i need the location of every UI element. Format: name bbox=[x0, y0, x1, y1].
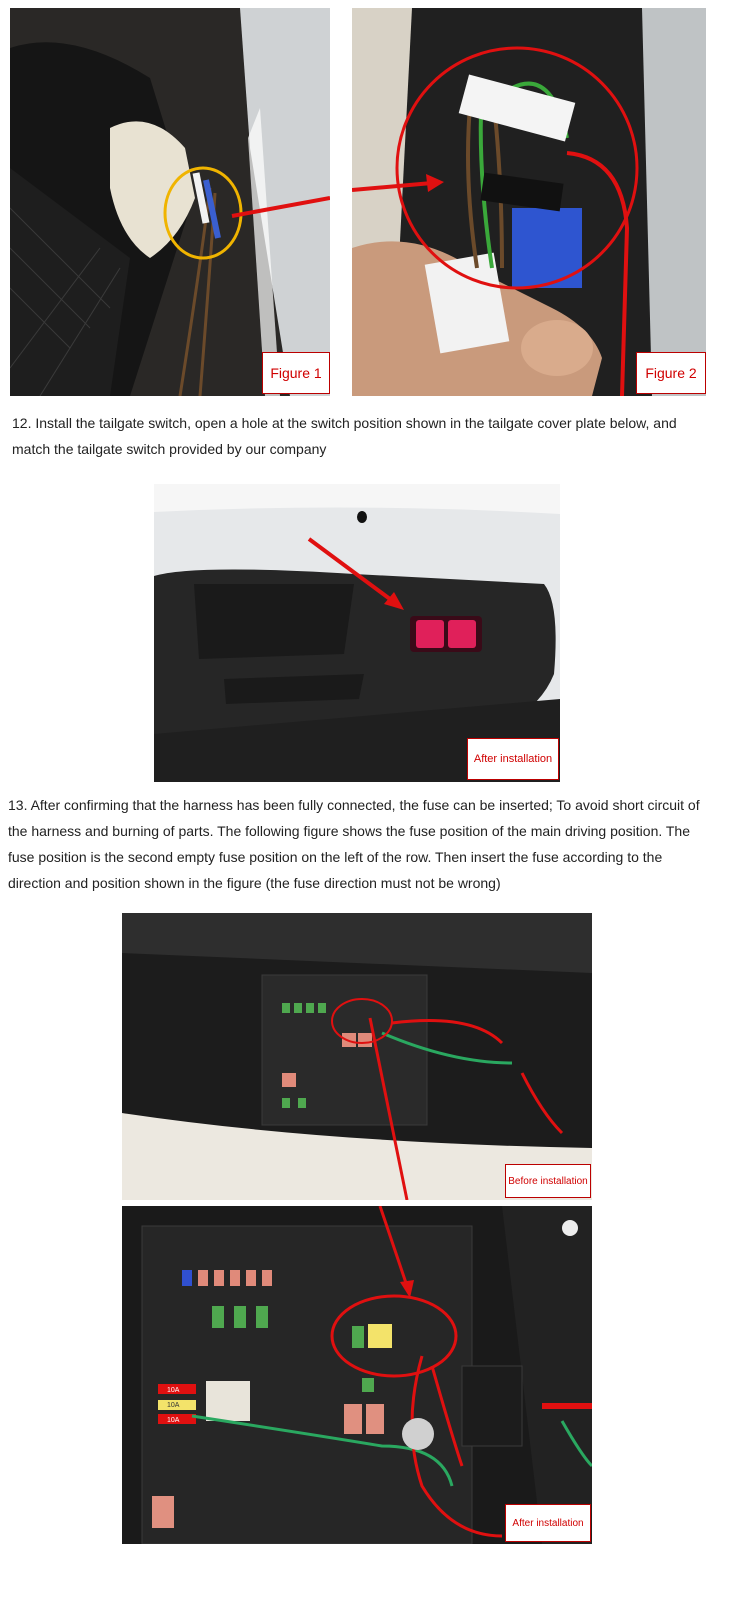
figure-2-photo bbox=[352, 8, 706, 396]
fuse-before-illustration bbox=[122, 913, 592, 1200]
figure-1-photo bbox=[10, 8, 330, 396]
fuse-after-illustration bbox=[122, 1206, 592, 1544]
fuse-label-3: 10A bbox=[167, 1402, 180, 1409]
fuse-label-1: 10A bbox=[167, 1387, 180, 1394]
fuse-before-photo bbox=[122, 913, 592, 1200]
step-13-text: 13. After confirming that the harness has been fully connected, the fuse can be inserted; To avoid short circuit of the harness and burning of parts. The following figure shows the fuse position of the main driving position. The fuse position is the second empty fuse position on the left of the row. Then insert the fuse according to the direction and position shown in the figure (the fuse direction must not be wrong) bbox=[8, 797, 700, 891]
fuse-after-caption bbox=[505, 1504, 591, 1542]
fuse-after-photo bbox=[122, 1206, 592, 1544]
figure-1-label: Figure 1 bbox=[270, 365, 322, 381]
figure-1-illustration bbox=[10, 8, 330, 396]
fuse-before-label: Before installation bbox=[508, 1175, 588, 1187]
fuse-label-2: 10A bbox=[167, 1417, 180, 1424]
tailgate-label: After installation bbox=[473, 753, 553, 765]
figure-2-illustration bbox=[352, 8, 706, 396]
tailgate-caption bbox=[467, 738, 559, 780]
figure-2-caption bbox=[636, 352, 706, 394]
figure-2-label: Figure 2 bbox=[645, 365, 697, 381]
fuse-before-caption bbox=[505, 1164, 591, 1198]
step-12-text: 12. Install the tailgate switch, open a hole at the switch position shown in the tailgate cover plate below, and match the tailgate switch provided by our company bbox=[12, 415, 677, 457]
figure-1-caption bbox=[262, 352, 330, 394]
fuse-after-label: After installation bbox=[512, 1517, 584, 1529]
